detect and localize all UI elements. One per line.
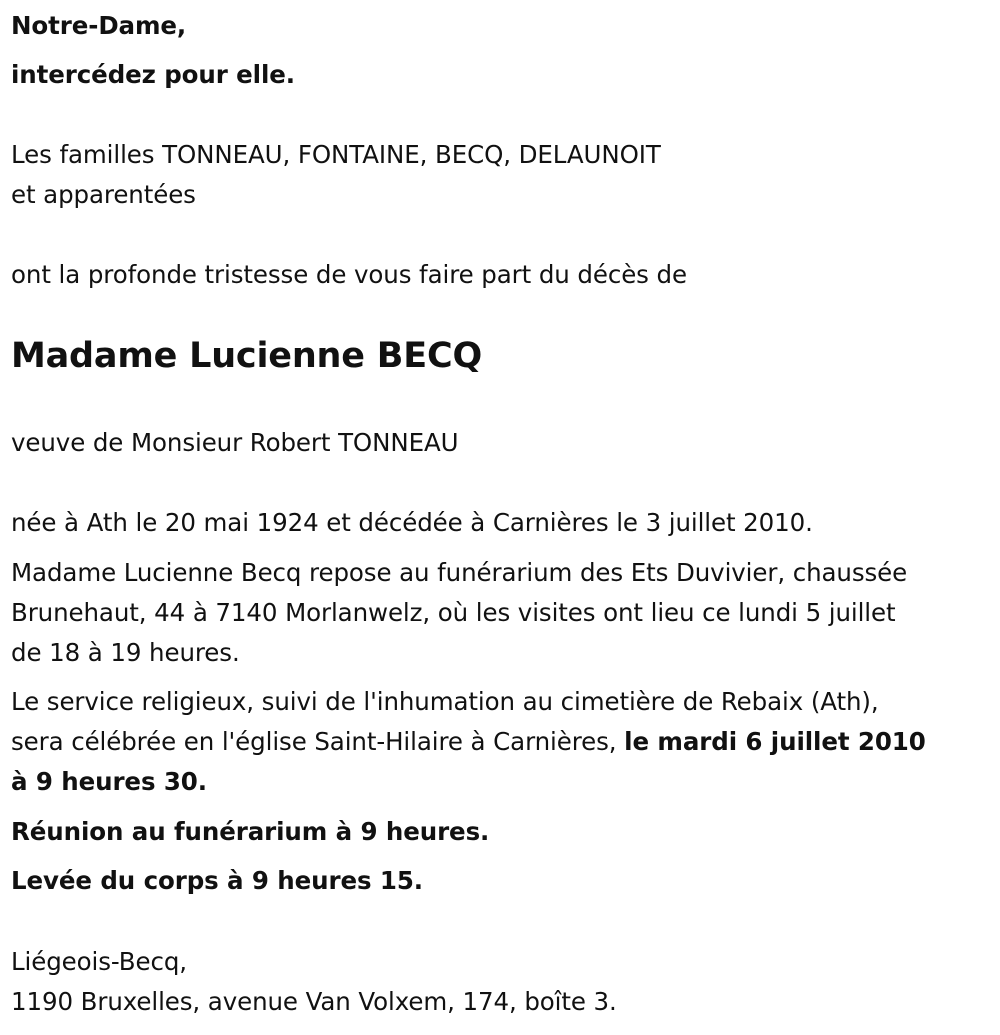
deceased-name: Madame Lucienne BECQ [11, 336, 482, 376]
service-line-1: Le service religieux, suivi de l'inhumation au cimetière de Rebaix (Ath), [11, 687, 879, 716]
levee-text: Levée du corps à 9 heures 15. [11, 866, 424, 895]
birth-death-text: née à Ath le 20 mai 1924 et décédée à Carnières le 3 juillet 2010. [11, 508, 813, 537]
families-line-1: Les familles TONNEAU, FONTAINE, BECQ, DELAUNOIT [11, 140, 661, 169]
funerarium-line-2: Brunehaut, 44 à 7140 Morlanwelz, où les visites ont lieu ce lundi 5 juillet [11, 598, 896, 627]
prayer-line-1: Notre-Dame, [11, 11, 187, 40]
address-line-1: Liégeois-Becq, [11, 947, 187, 976]
widow-of-text: veuve de Monsieur Robert TONNEAU [11, 428, 459, 457]
service-date-text: le mardi 6 juillet 2010 [624, 727, 926, 756]
address-line-2: 1190 Bruxelles, avenue Van Volxem, 174, boîte 3. [11, 987, 617, 1016]
service-line-2 [11, 722, 926, 762]
service-location-text: sera célébrée en l'église Saint-Hilaire à Carnières, [11, 727, 625, 756]
announcement-text: ont la profonde tristesse de vous faire part du décès de [11, 260, 687, 289]
service-time-text: à 9 heures 30. [11, 767, 207, 796]
meeting-text: Réunion au funérarium à 9 heures. [11, 817, 490, 846]
prayer-line-2: intercédez pour elle. [11, 60, 295, 89]
funerarium-line-3: de 18 à 19 heures. [11, 638, 240, 667]
families-line-2: et apparentées [11, 180, 196, 209]
funerarium-line-1: Madame Lucienne Becq repose au funérarium des Ets Duvivier, chaussée [11, 558, 908, 587]
